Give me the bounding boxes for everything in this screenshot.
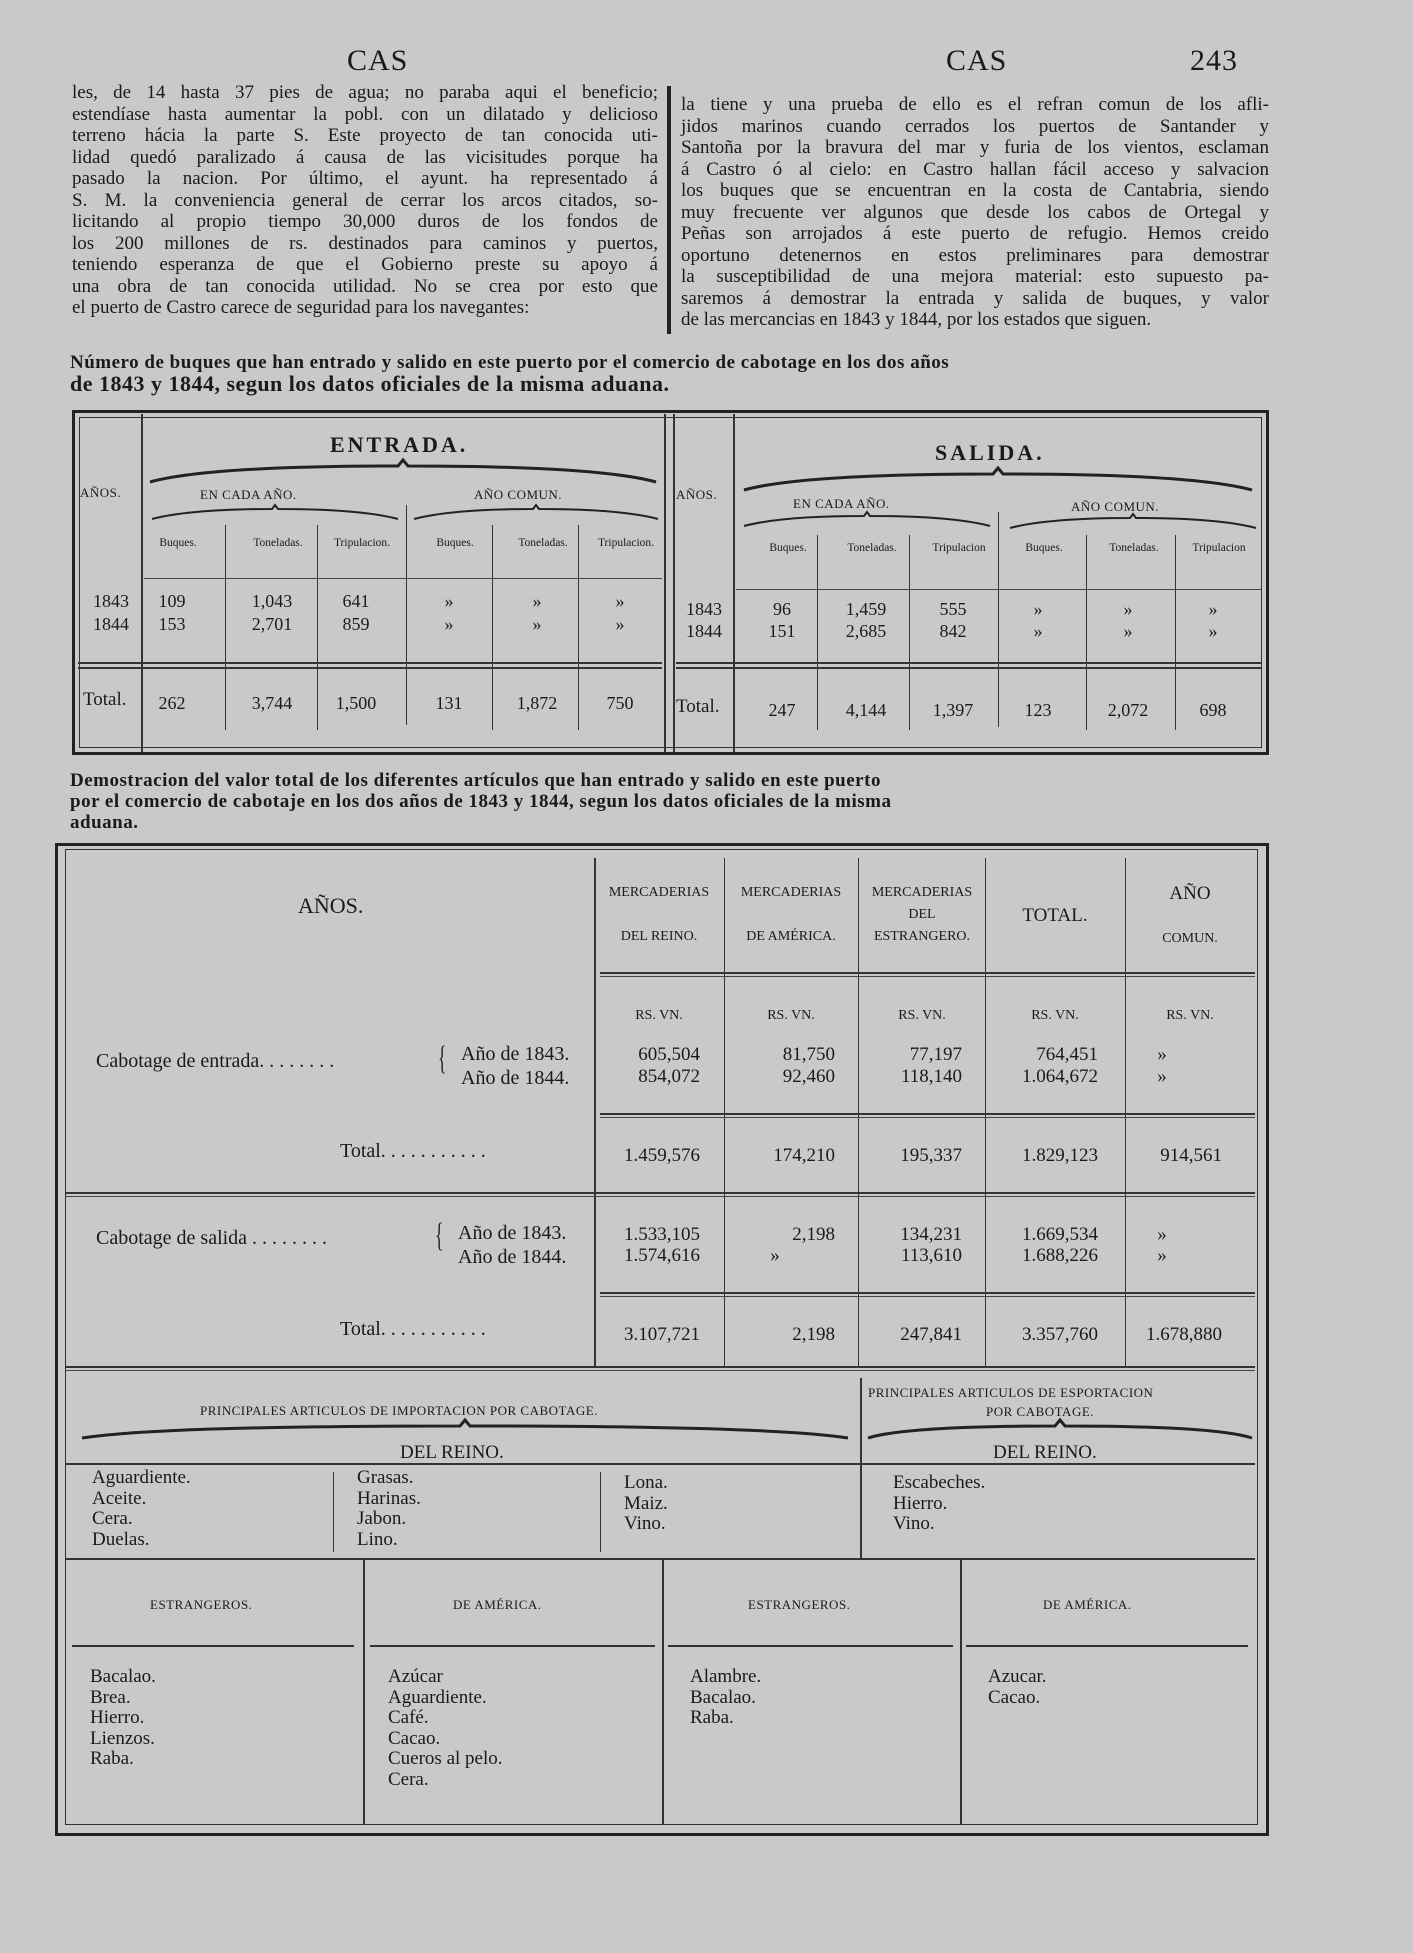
salida-1843-cell: » bbox=[1157, 1224, 1167, 1245]
export-estrangeros-label: ESTRANGEROS. bbox=[748, 1597, 851, 1612]
import-brace bbox=[80, 1420, 850, 1444]
import-america-list bbox=[388, 1667, 503, 1790]
page-number: 243 bbox=[1190, 44, 1238, 77]
list-item: Raba. bbox=[90, 1748, 134, 1769]
left-text-line: S. M. la conveniencia general de cerrar los arcos citados, so- bbox=[72, 189, 658, 211]
list-item: Raba. bbox=[690, 1707, 734, 1728]
entrada-brace-2 bbox=[412, 505, 660, 523]
list-item: Bacalao. bbox=[690, 1686, 756, 1708]
entrada-row-year: 1844 bbox=[93, 614, 129, 634]
entrada-total-label: Total. bbox=[83, 689, 127, 710]
entrada-col-header: Toneladas. bbox=[253, 537, 303, 549]
entrada-cell: » bbox=[444, 614, 454, 634]
list-item: Jabon. bbox=[357, 1508, 407, 1529]
salida-col-header: Toneladas. bbox=[847, 542, 897, 554]
table2-unit-label: RS. VN. bbox=[898, 1008, 946, 1023]
salida-cell: 842 bbox=[939, 621, 967, 641]
salida-col-header: Tripulacion bbox=[1192, 542, 1246, 554]
export-america-label: DE AMÉRICA. bbox=[1043, 1597, 1132, 1612]
salida-cell: » bbox=[1033, 621, 1043, 641]
right-text-line: la susceptibilidad de una mejora material: esto supuesto pa- bbox=[681, 266, 1269, 287]
salida-anos-label: AÑOS. bbox=[676, 487, 718, 502]
entrada-cell: » bbox=[615, 614, 625, 634]
table2-col-header-line1: AÑO bbox=[1169, 883, 1211, 904]
entrada-brace bbox=[148, 460, 658, 490]
entrada-cell: 641 bbox=[342, 591, 370, 611]
export-reino-list bbox=[893, 1473, 985, 1535]
entrada-1843-cell: 605,504 bbox=[638, 1044, 700, 1065]
entrada-group1: EN CADA AÑO. bbox=[200, 487, 297, 502]
list-item: Harinas. bbox=[357, 1487, 421, 1509]
entrada-brace-1 bbox=[150, 505, 400, 523]
entrada-cell: » bbox=[444, 591, 454, 611]
salida-brace-symbol: { bbox=[435, 1217, 444, 1254]
entrada-1843-cell: 81,750 bbox=[782, 1044, 835, 1065]
list-item: Hierro. bbox=[893, 1492, 948, 1514]
export-del-reino: DEL REINO. bbox=[993, 1442, 1097, 1463]
right-text-line: la tiene y una prueba de ello es el refran comun de los afli- bbox=[681, 94, 1269, 115]
entrada-title: ENTRADA. bbox=[330, 432, 469, 457]
salida-title: SALIDA. bbox=[935, 440, 1045, 465]
table2-col-header-line1: MERCADERIAS bbox=[871, 885, 973, 900]
salida-total-cell: 698 bbox=[1199, 700, 1227, 720]
salida-cell: 2,685 bbox=[845, 621, 887, 641]
list-item: Duelas. bbox=[92, 1528, 150, 1550]
entrada-cell: 2,701 bbox=[251, 614, 293, 634]
salida-col-header: Tripulacion bbox=[932, 542, 986, 554]
entrada-total-cell: 1,500 bbox=[335, 693, 377, 713]
left-text-line: los 200 millones de rs. destinados para caminos y puertos, bbox=[72, 232, 658, 254]
entrada-1843-cell: » bbox=[1157, 1044, 1167, 1065]
entrada-col-header: Buques. bbox=[159, 537, 197, 549]
salida-cell: » bbox=[1123, 621, 1133, 641]
list-item: Aceite. bbox=[92, 1487, 147, 1509]
entrada-cell: 153 bbox=[158, 614, 186, 634]
entrada-total-cell: 1.829,123 bbox=[1022, 1145, 1098, 1166]
entrada-total-cell: 914,561 bbox=[1160, 1145, 1222, 1166]
table2-unit-label: RS. VN. bbox=[1166, 1008, 1214, 1023]
list-item: Cacao. bbox=[388, 1727, 441, 1749]
list-item: Alambre. bbox=[690, 1666, 762, 1687]
left-text-line: el puerto de Castro carece de seguridad para los navegantes: bbox=[72, 297, 530, 318]
table1-caption-line2: de 1843 y 1844, segun los datos oficiales de la misma aduana. bbox=[70, 371, 670, 396]
salida-cell: 1,459 bbox=[845, 599, 887, 619]
salida-row-label: Cabotage de salida . . . . . . . . bbox=[96, 1227, 328, 1249]
salida-1844-cell: 113,610 bbox=[900, 1245, 962, 1266]
list-item: Azúcar bbox=[388, 1666, 443, 1687]
entrada-total-cell: 262 bbox=[158, 693, 186, 713]
import-title: PRINCIPALES ARTICULOS DE IMPORTACION POR CABOTAGE. bbox=[200, 1403, 598, 1418]
table2-col-header-line1: MERCADERIAS bbox=[740, 885, 842, 900]
right-text-line: saremos á demostrar la entrada y salida de buques, y valor bbox=[681, 287, 1269, 309]
salida-1844-cell: 1.574,616 bbox=[624, 1245, 700, 1266]
table2-col-header-line1: MERCADERIAS bbox=[608, 885, 710, 900]
entrada-total-cell: 131 bbox=[435, 693, 463, 713]
right-text-line: oportuno detenernos en estos preliminares para demostrar bbox=[681, 244, 1269, 266]
list-item: Grasas. bbox=[357, 1467, 414, 1488]
left-text-line: teniendo esperanza de que el Gobierno preste su apoyo á bbox=[72, 254, 658, 275]
salida-total-cell: 3.107,721 bbox=[624, 1324, 700, 1345]
salida-total-cell: 2,198 bbox=[792, 1324, 835, 1345]
list-item: Lona. bbox=[624, 1472, 668, 1493]
table2-col-header-line3: DE AMÉRICA. bbox=[746, 929, 836, 944]
table2-col-header-line3: ESTRANGERO. bbox=[873, 929, 971, 944]
list-item: Vino. bbox=[893, 1513, 935, 1534]
salida-col-header: Buques. bbox=[769, 542, 807, 554]
list-item: Escabeches. bbox=[893, 1472, 986, 1493]
list-item: Aguardiente. bbox=[388, 1686, 487, 1708]
entrada-cell: » bbox=[532, 591, 542, 611]
import-del-reino: DEL REINO. bbox=[400, 1442, 504, 1463]
table2-caption bbox=[70, 770, 1270, 833]
salida-1844-cell: » bbox=[1157, 1245, 1167, 1266]
salida-total-cell: 247 bbox=[768, 700, 796, 720]
table1-caption-line1: Número de buques que han entrado y salido en este puerto por el comercio de cabotage en los dos años bbox=[70, 352, 950, 373]
salida-cell: 151 bbox=[768, 621, 796, 641]
left-text-line: les, de 14 hasta 37 pies de agua; no paraba aqui el beneficio; bbox=[72, 82, 658, 103]
entrada-group2: AÑO COMUN. bbox=[474, 487, 563, 502]
left-text-line: lidad quedó paralizado á causa de las vicisitudes porque ha bbox=[72, 146, 658, 168]
entrada-brace-symbol: { bbox=[438, 1040, 447, 1077]
list-item: Cera. bbox=[388, 1768, 429, 1790]
table2-unit-label: RS. VN. bbox=[1031, 1008, 1079, 1023]
table2-caption-line2: por el comercio de cabotaje en los dos años de 1843 y 1844, segun los datos oficiales de la misma bbox=[70, 791, 892, 812]
salida-total-label: Total. bbox=[676, 696, 720, 717]
salida-total-label: Total. . . . . . . . . . . bbox=[340, 1318, 486, 1340]
list-item: Maiz. bbox=[624, 1492, 668, 1514]
right-text-line: Peñas son arrojados á este puerto de refugio. Hemos creido bbox=[681, 223, 1269, 244]
left-text-line: terreno hácia la parte S. Este proyecto de tan conocida uti- bbox=[72, 125, 658, 146]
table2-anos-label: AÑOS. bbox=[298, 893, 364, 918]
import-america-label: DE AMÉRICA. bbox=[453, 1597, 542, 1612]
entrada-year1-label: Año de 1843. bbox=[461, 1043, 570, 1065]
salida-brace bbox=[742, 468, 1254, 498]
entrada-total-cell: 1.459,576 bbox=[624, 1145, 700, 1166]
entrada-year2-label: Año de 1844. bbox=[461, 1067, 570, 1089]
list-item: Café. bbox=[388, 1707, 429, 1728]
table2-caption-line3: aduana. bbox=[70, 812, 139, 833]
salida-1844-cell: » bbox=[770, 1245, 780, 1266]
entrada-1844-cell: 92,460 bbox=[782, 1066, 835, 1087]
entrada-row-label: Cabotage de entrada. . . . . . . . bbox=[96, 1050, 335, 1072]
entrada-total-label: Total. . . . . . . . . . . bbox=[340, 1140, 486, 1162]
table2-unit-label: RS. VN. bbox=[635, 1008, 683, 1023]
column-divider bbox=[667, 86, 671, 334]
entrada-row-year: 1843 bbox=[93, 591, 129, 611]
list-item: Aguardiente. bbox=[92, 1467, 191, 1488]
list-item: Cueros al pelo. bbox=[388, 1748, 503, 1769]
entrada-anos-label: AÑOS. bbox=[80, 485, 122, 500]
export-title-line2: POR CABOTAGE. bbox=[986, 1404, 1095, 1419]
entrada-1844-cell: 854,072 bbox=[638, 1066, 700, 1087]
left-text-line: estendíase hasta aumentar la pobl. con un dilatado y delicioso bbox=[72, 103, 658, 125]
list-item: Hierro. bbox=[90, 1707, 145, 1728]
entrada-col-header: Tripulacion. bbox=[333, 537, 391, 549]
entrada-1843-cell: 764,451 bbox=[1036, 1044, 1098, 1065]
list-item: Lino. bbox=[357, 1528, 398, 1550]
import-reino-list-3 bbox=[624, 1473, 668, 1535]
list-item: Vino. bbox=[624, 1513, 666, 1534]
entrada-1844-cell: 118,140 bbox=[900, 1066, 962, 1087]
left-text-line: pasado la nacion. Por último, el ayunt. ha representado á bbox=[72, 168, 658, 189]
import-reino-list-1 bbox=[92, 1468, 191, 1550]
entrada-1843-cell: 77,197 bbox=[909, 1044, 962, 1065]
salida-cell: 555 bbox=[939, 599, 967, 619]
entrada-total-cell: 750 bbox=[606, 693, 634, 713]
table2-col-header-line3: COMUN. bbox=[1162, 931, 1218, 946]
entrada-cell: 109 bbox=[158, 591, 186, 611]
entrada-1844-cell: » bbox=[1157, 1066, 1167, 1087]
entrada-col-header: Buques. bbox=[436, 537, 474, 549]
right-text-line: á Castro ó al cielo: en Castro hallan fácil acceso y salvacion bbox=[681, 158, 1269, 180]
entrada-cell: » bbox=[532, 614, 542, 634]
right-text-line: jidos marinos cuando cerrados los puertos de Santander y bbox=[681, 115, 1269, 137]
export-title-line1: PRINCIPALES ARTICULOS DE ESPORTACION bbox=[868, 1385, 1154, 1400]
salida-1843-cell: 1.669,534 bbox=[1022, 1224, 1098, 1245]
left-text-line: licitando al propio tiempo 30,000 duros de los fondos de bbox=[72, 211, 658, 232]
table1-caption bbox=[70, 352, 1270, 394]
right-running-head: CAS bbox=[946, 44, 1008, 77]
table2-col-header-line2: DEL bbox=[908, 907, 936, 922]
salida-cell: 96 bbox=[773, 599, 791, 619]
right-text-line: Santoña por la bravura del mar y furia de los vientos, esclaman bbox=[681, 137, 1269, 158]
salida-total-cell: 123 bbox=[1024, 700, 1052, 720]
table2-col-header-line3: DEL REINO. bbox=[620, 929, 698, 944]
list-item: Azucar. bbox=[988, 1666, 1047, 1687]
salida-brace-1 bbox=[742, 512, 992, 530]
salida-year1-label: Año de 1843. bbox=[458, 1222, 567, 1244]
salida-1843-cell: 134,231 bbox=[900, 1224, 962, 1245]
right-text-column bbox=[681, 94, 1269, 331]
salida-total-cell: 1,397 bbox=[932, 700, 974, 720]
salida-total-cell: 4,144 bbox=[845, 700, 887, 720]
list-item: Cacao. bbox=[988, 1686, 1041, 1708]
entrada-cell: » bbox=[615, 591, 625, 611]
salida-col-header: Buques. bbox=[1025, 542, 1063, 554]
export-estrangeros-list bbox=[690, 1667, 761, 1729]
salida-group1: EN CADA AÑO. bbox=[793, 496, 890, 511]
entrada-total-cell: 174,210 bbox=[773, 1145, 835, 1166]
list-item: Cera. bbox=[92, 1508, 133, 1529]
left-text-column bbox=[72, 82, 658, 319]
table2-unit-label: RS. VN. bbox=[767, 1008, 815, 1023]
salida-total-cell: 2,072 bbox=[1107, 700, 1149, 720]
entrada-cell: 859 bbox=[342, 614, 370, 634]
import-reino-list-2 bbox=[357, 1468, 421, 1550]
entrada-col-header: Tripulacion. bbox=[597, 537, 655, 549]
export-america-list bbox=[988, 1667, 1047, 1708]
entrada-1844-cell: 1.064,672 bbox=[1022, 1066, 1098, 1087]
right-text-line: de las mercancias en 1843 y 1844, por los estados que siguen. bbox=[681, 309, 1152, 330]
salida-col-header: Toneladas. bbox=[1109, 542, 1159, 554]
right-text-line: los buques que se encuentran en la costa de Cantabria, siendo bbox=[681, 180, 1269, 201]
salida-cell: » bbox=[1208, 621, 1218, 641]
salida-total-cell: 3.357,760 bbox=[1022, 1324, 1098, 1345]
salida-1843-cell: 1.533,105 bbox=[624, 1224, 700, 1245]
salida-total-cell: 247,841 bbox=[900, 1324, 962, 1345]
left-text-line: una obra de tan conocida utilidad. No se crea por esto que bbox=[72, 275, 658, 297]
salida-cell: » bbox=[1208, 599, 1218, 619]
salida-row-year: 1843 bbox=[686, 599, 722, 619]
right-text-line: muy frecuente ver algunos que desde los cabos de Ortegal y bbox=[681, 201, 1269, 223]
table2-caption-line1: Demostracion del valor total de los diferentes artículos que han entrado y salido en este puerto bbox=[70, 770, 881, 791]
salida-total-cell: 1.678,880 bbox=[1146, 1324, 1222, 1345]
salida-1844-cell: 1.688,226 bbox=[1022, 1245, 1098, 1266]
salida-row-year: 1844 bbox=[686, 621, 722, 641]
import-estrangeros-label: ESTRANGEROS. bbox=[150, 1597, 253, 1612]
salida-1843-cell: 2,198 bbox=[792, 1224, 835, 1245]
entrada-col-header: Toneladas. bbox=[518, 537, 568, 549]
import-estrangeros-list bbox=[90, 1667, 156, 1770]
salida-brace-2 bbox=[1008, 514, 1258, 532]
salida-cell: » bbox=[1123, 599, 1133, 619]
left-running-head: CAS bbox=[347, 44, 409, 77]
list-item: Brea. bbox=[90, 1686, 131, 1708]
salida-group2: AÑO COMUN. bbox=[1071, 499, 1160, 514]
entrada-total-cell: 1,872 bbox=[516, 693, 558, 713]
entrada-total-cell: 3,744 bbox=[251, 693, 293, 713]
entrada-cell: 1,043 bbox=[251, 591, 293, 611]
list-item: Bacalao. bbox=[90, 1666, 156, 1687]
list-item: Lienzos. bbox=[90, 1727, 155, 1749]
export-brace bbox=[866, 1420, 1254, 1444]
salida-year2-label: Año de 1844. bbox=[458, 1246, 567, 1268]
entrada-total-cell: 195,337 bbox=[900, 1145, 962, 1166]
salida-cell: » bbox=[1033, 599, 1043, 619]
table2-col-header-line2: TOTAL. bbox=[1022, 905, 1088, 926]
